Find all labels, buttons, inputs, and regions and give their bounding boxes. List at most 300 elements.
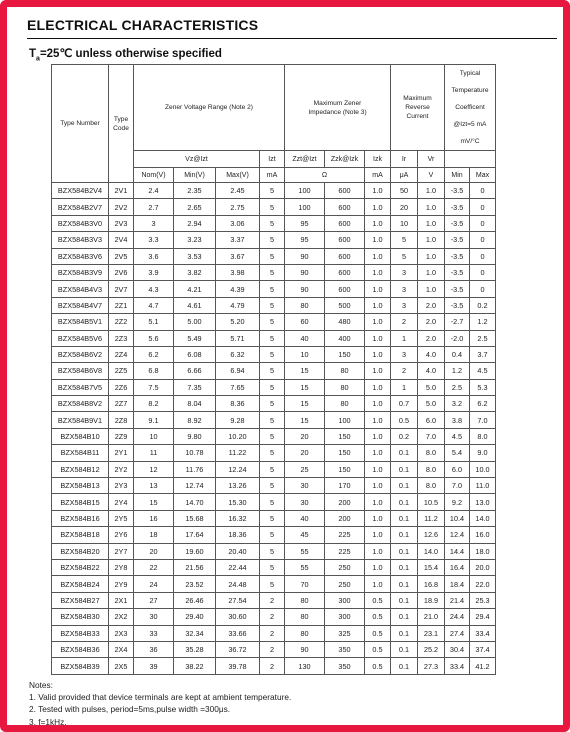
cell-vr: 25.2 [418, 641, 445, 657]
cell-vr: 2.0 [418, 314, 445, 330]
cell-ir: 0.1 [391, 641, 418, 657]
cell-type-number: BZX584B3V6 [52, 248, 109, 264]
cell-izk: 1.0 [365, 215, 391, 231]
cell-type-code: 2V1 [109, 183, 134, 199]
cell-vz-max: 7.65 [216, 379, 260, 395]
cell-ir: 0.1 [391, 625, 418, 641]
cell-vz-max: 9.28 [216, 412, 260, 428]
cell-vz-nom: 9.1 [134, 412, 174, 428]
cell-tc-max: 9.0 [470, 445, 496, 461]
cell-tc-min: 24.4 [445, 609, 470, 625]
header-izk: Izk [365, 151, 391, 168]
cell-vr: 1.0 [418, 183, 445, 199]
title-divider [27, 38, 557, 39]
cell-zzt: 20 [285, 445, 325, 461]
cell-vr: 2.0 [418, 297, 445, 313]
cell-tc-min: -3.5 [445, 215, 470, 231]
cell-tc-max: 1.2 [470, 314, 496, 330]
cell-izk: 1.0 [365, 248, 391, 264]
cell-izk: 1.0 [365, 576, 391, 592]
cell-vr: 14.0 [418, 543, 445, 559]
cell-type-number: BZX584B36 [52, 641, 109, 657]
table-row [52, 527, 496, 543]
header-vr: Vr [418, 151, 445, 168]
cell-ir: 20 [391, 199, 418, 215]
table-row [52, 625, 496, 641]
cell-type-code: 2X3 [109, 625, 134, 641]
cell-vz-max: 24.48 [216, 576, 260, 592]
cell-vz-nom: 33 [134, 625, 174, 641]
cell-izk: 1.0 [365, 445, 391, 461]
cell-tc-min: -3.5 [445, 264, 470, 280]
cell-vr: 8.0 [418, 445, 445, 461]
cell-tc-max: 0 [470, 232, 496, 248]
cell-zzt: 15 [285, 412, 325, 428]
temp-coef-line: mV/°C [460, 138, 480, 145]
cell-izk: 1.0 [365, 363, 391, 379]
cell-tc-min: -3.5 [445, 248, 470, 264]
cell-vz-min: 29.40 [174, 609, 216, 625]
cell-vz-max: 27.54 [216, 592, 260, 608]
cell-type-number: BZX584B3V0 [52, 215, 109, 231]
cell-tc-min: 30.4 [445, 641, 470, 657]
cell-zzk: 350 [325, 658, 365, 674]
cell-izk: 1.0 [365, 396, 391, 412]
cell-ir: 2 [391, 363, 418, 379]
cell-tc-min: -2.0 [445, 330, 470, 346]
cell-zzk: 600 [325, 264, 365, 280]
cell-vz-max: 12.24 [216, 461, 260, 477]
cell-izt: 5 [260, 264, 285, 280]
cell-ir: 0.5 [391, 412, 418, 428]
cell-vr: 2.0 [418, 330, 445, 346]
header-zener-voltage-range: Zener Voltage Range (Note 2) [134, 65, 285, 151]
cell-vz-max: 36.72 [216, 641, 260, 657]
cell-type-code: 2Z7 [109, 396, 134, 412]
cell-vz-nom: 4.7 [134, 297, 174, 313]
cell-zzt: 130 [285, 658, 325, 674]
header-type-number: Type Number [52, 65, 109, 183]
cell-vr: 4.0 [418, 363, 445, 379]
cell-vr: 5.0 [418, 396, 445, 412]
cell-izt: 5 [260, 281, 285, 297]
cell-vz-max: 5.71 [216, 330, 260, 346]
cell-izt: 5 [260, 396, 285, 412]
cell-vz-min: 15.68 [174, 510, 216, 526]
table-row [52, 183, 496, 199]
note-item: 2. Tested with pulses, period=5ms,pulse width =300μs. [29, 704, 231, 715]
cell-zzk: 80 [325, 379, 365, 395]
cell-vz-nom: 3.3 [134, 232, 174, 248]
cell-type-number: BZX584B7V5 [52, 379, 109, 395]
cell-tc-max: 14.0 [470, 510, 496, 526]
cell-vz-min: 7.35 [174, 379, 216, 395]
cell-vz-nom: 18 [134, 527, 174, 543]
cell-vz-nom: 15 [134, 494, 174, 510]
cell-vz-max: 20.40 [216, 543, 260, 559]
cell-vz-max: 10.20 [216, 428, 260, 444]
header-ir: Ir [391, 151, 418, 168]
cell-vr: 8.0 [418, 461, 445, 477]
cell-vz-max: 16.32 [216, 510, 260, 526]
cell-zzk: 300 [325, 592, 365, 608]
cell-izk: 0.5 [365, 592, 391, 608]
cell-type-number: BZX584B3V9 [52, 264, 109, 280]
cell-vz-max: 15.30 [216, 494, 260, 510]
cell-ir: 0.1 [391, 543, 418, 559]
cell-vz-max: 3.67 [216, 248, 260, 264]
cell-vz-min: 32.34 [174, 625, 216, 641]
cell-tc-min: 10.4 [445, 510, 470, 526]
cell-zzk: 150 [325, 428, 365, 444]
cell-vr: 21.0 [418, 609, 445, 625]
cell-type-number: BZX584B30 [52, 609, 109, 625]
table-row [52, 559, 496, 575]
notes [29, 679, 291, 728]
cell-vz-max: 4.79 [216, 297, 260, 313]
cell-type-code: 2Y1 [109, 445, 134, 461]
cell-vz-min: 8.92 [174, 412, 216, 428]
cell-vz-max: 3.06 [216, 215, 260, 231]
cell-vz-max: 3.98 [216, 264, 260, 280]
cell-zzk: 150 [325, 461, 365, 477]
cell-ir: 1 [391, 379, 418, 395]
cell-type-code: 2Y2 [109, 461, 134, 477]
cell-tc-max: 10.0 [470, 461, 496, 477]
cell-izt: 5 [260, 346, 285, 362]
cell-zzt: 55 [285, 559, 325, 575]
cell-izt: 5 [260, 510, 285, 526]
cell-izt: 5 [260, 412, 285, 428]
cell-vz-nom: 3 [134, 215, 174, 231]
cell-zzt: 100 [285, 199, 325, 215]
table-row [52, 379, 496, 395]
cell-type-code: 2Y9 [109, 576, 134, 592]
cell-tc-min: 6.0 [445, 461, 470, 477]
cell-zzk: 225 [325, 527, 365, 543]
cell-zzk: 200 [325, 494, 365, 510]
cell-zzt: 80 [285, 297, 325, 313]
cell-zzt: 60 [285, 314, 325, 330]
cell-izt: 2 [260, 625, 285, 641]
table-row [52, 658, 496, 674]
cell-vz-min: 10.78 [174, 445, 216, 461]
cell-type-number: BZX584B39 [52, 658, 109, 674]
cell-zzt: 10 [285, 346, 325, 362]
cell-izt: 2 [260, 641, 285, 657]
cell-zzk: 200 [325, 510, 365, 526]
cell-type-code: 2Y3 [109, 478, 134, 494]
cell-tc-min: 3.8 [445, 412, 470, 428]
cell-vr: 8.0 [418, 478, 445, 494]
cell-zzk: 170 [325, 478, 365, 494]
cell-ir: 1 [391, 330, 418, 346]
cell-vz-max: 8.36 [216, 396, 260, 412]
cell-vz-nom: 8.2 [134, 396, 174, 412]
cell-vz-nom: 2.4 [134, 183, 174, 199]
cell-izk: 1.0 [365, 199, 391, 215]
table-row [52, 592, 496, 608]
cell-vr: 1.0 [418, 264, 445, 280]
cell-vz-nom: 10 [134, 428, 174, 444]
cell-tc-min: 18.4 [445, 576, 470, 592]
cell-tc-min: 27.4 [445, 625, 470, 641]
table-row [52, 199, 496, 215]
table-row [52, 314, 496, 330]
cell-vz-min: 3.53 [174, 248, 216, 264]
cell-vr: 18.9 [418, 592, 445, 608]
cell-vz-min: 26.46 [174, 592, 216, 608]
cell-izt: 2 [260, 609, 285, 625]
temp-coef-line: Temperature [451, 87, 489, 94]
cell-izk: 1.0 [365, 510, 391, 526]
cell-ir: 0.1 [391, 445, 418, 461]
cell-zzt: 55 [285, 543, 325, 559]
cell-tc-max: 29.4 [470, 609, 496, 625]
cell-zzt: 80 [285, 625, 325, 641]
cell-vz-min: 4.61 [174, 297, 216, 313]
cell-type-number: BZX584B5V1 [52, 314, 109, 330]
cell-izk: 1.0 [365, 461, 391, 477]
cell-zzk: 150 [325, 346, 365, 362]
unit-max-v: Max(V) [216, 168, 260, 183]
cell-ir: 0.1 [391, 592, 418, 608]
cell-izt: 5 [260, 494, 285, 510]
cell-izk: 0.5 [365, 658, 391, 674]
cell-vz-min: 11.76 [174, 461, 216, 477]
table-row [52, 543, 496, 559]
header-type-code: Type Code [109, 65, 134, 183]
cell-type-code: 2X2 [109, 609, 134, 625]
cell-vz-min: 19.60 [174, 543, 216, 559]
cell-type-code: 2V4 [109, 232, 134, 248]
cell-type-code: 2X5 [109, 658, 134, 674]
cell-vr: 6.0 [418, 412, 445, 428]
cell-type-code: 2Y8 [109, 559, 134, 575]
cell-tc-min: 4.5 [445, 428, 470, 444]
cell-ir: 2 [391, 314, 418, 330]
cell-vr: 11.2 [418, 510, 445, 526]
cell-type-number: BZX584B8V2 [52, 396, 109, 412]
cell-ir: 5 [391, 248, 418, 264]
cell-type-code: 2Y7 [109, 543, 134, 559]
cell-type-number: BZX584B15 [52, 494, 109, 510]
cell-izk: 1.0 [365, 527, 391, 543]
cell-tc-min: 5.4 [445, 445, 470, 461]
cell-type-number: BZX584B20 [52, 543, 109, 559]
table-row [52, 461, 496, 477]
cell-type-number: BZX584B2V7 [52, 199, 109, 215]
cell-vz-min: 3.82 [174, 264, 216, 280]
cell-zzk: 600 [325, 281, 365, 297]
cell-vr: 1.0 [418, 248, 445, 264]
cell-izt: 5 [260, 559, 285, 575]
cell-ir: 5 [391, 232, 418, 248]
cell-vz-nom: 20 [134, 543, 174, 559]
table-row [52, 428, 496, 444]
cell-type-number: BZX584B2V4 [52, 183, 109, 199]
cell-zzk: 600 [325, 183, 365, 199]
cell-type-number: BZX584B27 [52, 592, 109, 608]
table-row [52, 248, 496, 264]
cell-vz-min: 12.74 [174, 478, 216, 494]
unit-ohm: Ω [285, 168, 365, 183]
cell-type-number: BZX584B12 [52, 461, 109, 477]
cell-ir: 0.1 [391, 510, 418, 526]
cell-vz-min: 5.49 [174, 330, 216, 346]
cell-type-number: BZX584B22 [52, 559, 109, 575]
header-temp-coefficient [445, 65, 496, 151]
cell-zzt: 30 [285, 478, 325, 494]
cell-type-code: 2Z3 [109, 330, 134, 346]
cell-type-code: 2Z1 [109, 297, 134, 313]
test-condition [29, 46, 222, 62]
cell-vr: 1.0 [418, 232, 445, 248]
table-row [52, 510, 496, 526]
cell-tc-min: 3.2 [445, 396, 470, 412]
cell-tc-max: 0 [470, 199, 496, 215]
cell-izt: 5 [260, 215, 285, 231]
cell-tc-max: 22.0 [470, 576, 496, 592]
electrical-characteristics-table [51, 64, 496, 675]
cell-tc-max: 5.3 [470, 379, 496, 395]
cell-vz-min: 2.35 [174, 183, 216, 199]
cell-vr: 5.0 [418, 379, 445, 395]
condition-text: =25℃ unless otherwise specified [39, 48, 222, 60]
header-tc-blank [445, 151, 496, 168]
header-izt: Izt [260, 151, 285, 168]
cell-izt: 5 [260, 363, 285, 379]
cell-izk: 1.0 [365, 264, 391, 280]
note-item: 3. f=1kHz. [29, 716, 67, 727]
cell-zzk: 325 [325, 625, 365, 641]
cell-zzt: 90 [285, 248, 325, 264]
cell-tc-max: 0 [470, 248, 496, 264]
cell-vr: 27.3 [418, 658, 445, 674]
cell-izk: 0.5 [365, 609, 391, 625]
cell-tc-max: 13.0 [470, 494, 496, 510]
cell-ir: 3 [391, 281, 418, 297]
cell-type-code: 2X4 [109, 641, 134, 657]
cell-zzt: 15 [285, 363, 325, 379]
cell-zzk: 400 [325, 330, 365, 346]
cell-zzk: 100 [325, 412, 365, 428]
cell-type-code: 2Y5 [109, 510, 134, 526]
cell-tc-min: -3.5 [445, 183, 470, 199]
cell-izt: 5 [260, 445, 285, 461]
cell-zzt: 15 [285, 396, 325, 412]
cell-tc-max: 37.4 [470, 641, 496, 657]
unit-max: Max [470, 168, 496, 183]
table-row [52, 576, 496, 592]
cell-zzk: 225 [325, 543, 365, 559]
cell-vr: 23.1 [418, 625, 445, 641]
cell-izk: 1.0 [365, 379, 391, 395]
cell-vz-max: 39.78 [216, 658, 260, 674]
temp-coef-line: Typical [459, 70, 481, 77]
cell-izt: 5 [260, 428, 285, 444]
cell-type-code: 2Z2 [109, 314, 134, 330]
table-row [52, 215, 496, 231]
cell-tc-max: 0.2 [470, 297, 496, 313]
cell-izk: 0.5 [365, 641, 391, 657]
table-body [52, 183, 496, 675]
table-row [52, 281, 496, 297]
cell-ir: 0.1 [391, 494, 418, 510]
cell-vz-min: 6.08 [174, 346, 216, 362]
cell-vz-min: 38.22 [174, 658, 216, 674]
unit-ma-izk: mA [365, 168, 391, 183]
cell-izt: 5 [260, 199, 285, 215]
cell-zzk: 300 [325, 609, 365, 625]
cell-tc-max: 20.0 [470, 559, 496, 575]
cell-tc-min: 2.5 [445, 379, 470, 395]
cell-type-number: BZX584B11 [52, 445, 109, 461]
cell-ir: 0.1 [391, 576, 418, 592]
cell-izk: 1.0 [365, 543, 391, 559]
cell-vz-max: 22.44 [216, 559, 260, 575]
cell-vz-nom: 6.2 [134, 346, 174, 362]
cell-type-code: 2Z5 [109, 363, 134, 379]
cell-zzt: 40 [285, 330, 325, 346]
cell-izt: 5 [260, 576, 285, 592]
cell-zzt: 45 [285, 527, 325, 543]
table-row [52, 396, 496, 412]
cell-tc-min: 9.2 [445, 494, 470, 510]
condition-prefix: T [29, 48, 37, 60]
table-row [52, 494, 496, 510]
cell-vz-nom: 5.1 [134, 314, 174, 330]
cell-type-number: BZX584B6V2 [52, 346, 109, 362]
cell-tc-max: 0 [470, 281, 496, 297]
cell-type-number: BZX584B13 [52, 478, 109, 494]
cell-vz-min: 2.65 [174, 199, 216, 215]
cell-vz-max: 18.36 [216, 527, 260, 543]
cell-vr: 7.0 [418, 428, 445, 444]
cell-type-code: 2Y6 [109, 527, 134, 543]
cell-izt: 5 [260, 461, 285, 477]
cell-izk: 1.0 [365, 232, 391, 248]
note-item: 1. Valid provided that device terminals are kept at ambient temperature. [29, 692, 292, 703]
cell-vr: 4.0 [418, 346, 445, 362]
cell-zzk: 600 [325, 232, 365, 248]
cell-vz-max: 6.94 [216, 363, 260, 379]
table-row [52, 297, 496, 313]
cell-tc-max: 3.7 [470, 346, 496, 362]
cell-izk: 0.5 [365, 625, 391, 641]
cell-izk: 1.0 [365, 478, 391, 494]
cell-izt: 2 [260, 592, 285, 608]
cell-tc-min: 33.4 [445, 658, 470, 674]
cell-zzt: 20 [285, 428, 325, 444]
cell-tc-max: 18.0 [470, 543, 496, 559]
cell-type-code: 2Z6 [109, 379, 134, 395]
cell-type-number: BZX584B3V3 [52, 232, 109, 248]
cell-izk: 1.0 [365, 297, 391, 313]
cell-type-number: BZX584B4V7 [52, 297, 109, 313]
cell-izk: 1.0 [365, 281, 391, 297]
cell-vz-nom: 30 [134, 609, 174, 625]
unit-nom: Nom(V) [134, 168, 174, 183]
cell-tc-min: 12.4 [445, 527, 470, 543]
cell-type-number: BZX584B6V8 [52, 363, 109, 379]
cell-type-number: BZX584B33 [52, 625, 109, 641]
cell-vz-min: 21.56 [174, 559, 216, 575]
cell-zzk: 150 [325, 445, 365, 461]
cell-zzt: 90 [285, 281, 325, 297]
table-row [52, 363, 496, 379]
table-row [52, 478, 496, 494]
